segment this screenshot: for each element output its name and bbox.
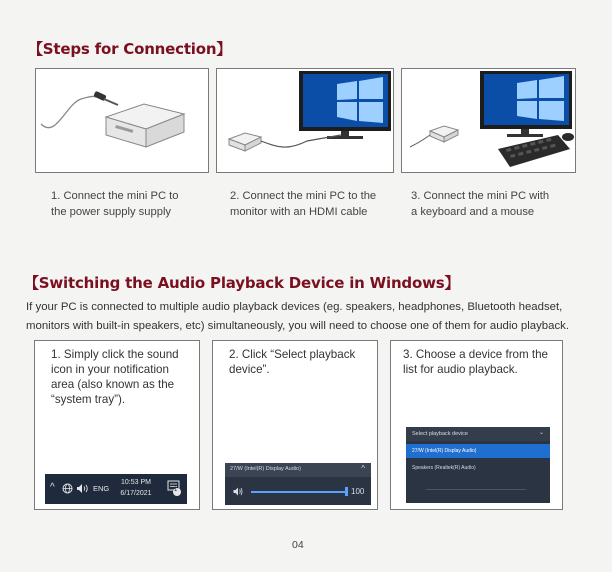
illustration-hdmi xyxy=(216,68,394,173)
audio-step1-text xyxy=(51,347,197,407)
chevron-up-icon: ^ xyxy=(361,464,365,473)
audio-step1-line4: “system tray”). xyxy=(51,393,126,406)
volume-speaker-icon[interactable] xyxy=(233,487,243,496)
playback-device-selector[interactable] xyxy=(225,463,371,477)
monitor-hdmi-illustration xyxy=(217,69,393,172)
step3-caption-line2: a keyboard and a mouse xyxy=(411,206,535,218)
audio-step3-line2: list for audio playback. xyxy=(403,363,518,376)
step1-caption-line1: 1. Connect the mini PC to xyxy=(51,190,179,202)
step2-caption-line2: monitor with an HDMI cable xyxy=(230,206,368,218)
illustration-power xyxy=(35,68,209,173)
chevron-down-icon: ⌄ xyxy=(538,430,544,436)
device-list-header-label: Select playback device xyxy=(412,431,468,437)
volume-slider-fill xyxy=(251,491,347,493)
step3-caption-line1: 3. Connect the mini PC with xyxy=(411,190,550,202)
audio-step3-line1: 3. Choose a device from the xyxy=(403,348,549,361)
audio-step2-line2: device”. xyxy=(229,363,270,376)
device-list-header[interactable] xyxy=(406,427,550,441)
clock-date: 6/17/2021 xyxy=(120,490,152,497)
device-option[interactable] xyxy=(406,461,550,475)
device-option-label: 27/W (Intel(R) Display Audio) xyxy=(412,448,477,454)
device-option-selected[interactable] xyxy=(406,444,550,458)
volume-slider-track[interactable] xyxy=(251,491,347,492)
audio-step3-text xyxy=(403,347,561,377)
audio-step1-line1: 1. Simply click the sound xyxy=(51,348,179,361)
current-device-label: 27/W (Intel(R) Display Audio) xyxy=(230,466,301,472)
audio-step2-line1: 2. Click “Select playback xyxy=(229,348,356,361)
clock-time: 10:53 PM xyxy=(121,479,151,486)
intro-paragraph xyxy=(26,298,569,336)
volume-value: 100 xyxy=(351,487,365,496)
audio-step2-box xyxy=(212,340,378,510)
audio-step1-box xyxy=(34,340,200,510)
keyboard-mouse-illustration xyxy=(402,69,575,172)
page-number: 04 xyxy=(292,539,304,551)
notification-count: 1 xyxy=(174,487,178,493)
clock[interactable] xyxy=(119,477,153,499)
intro-line1: If your PC is connected to multiple audio playback devices (eg. speakers, headphones, Bluetooth headset, xyxy=(26,301,563,313)
step2-caption-line1: 2. Connect the mini PC to the xyxy=(230,190,377,202)
device-option-label: Speakers (Realtek(R) Audio) xyxy=(412,465,476,471)
audio-step3-box xyxy=(390,340,563,510)
illustration-keyboard-mouse xyxy=(401,68,576,173)
audio-step1-line3: area (also known as the xyxy=(51,378,175,391)
chevron-up-icon[interactable]: ^ xyxy=(50,482,55,493)
sound-speaker-icon[interactable] xyxy=(76,483,89,494)
section-title-audio: 【Switching the Audio Playback Device in Windows】 xyxy=(24,274,460,292)
volume-flyout xyxy=(225,463,371,505)
taskbar xyxy=(45,474,187,504)
language-indicator[interactable]: ENG xyxy=(93,484,110,493)
device-list-faded-slider xyxy=(426,489,526,490)
step2-caption xyxy=(230,188,376,220)
step1-caption-line2: the power supply supply xyxy=(51,206,172,218)
step1-caption xyxy=(51,188,178,220)
audio-step1-line2: icon in your notification xyxy=(51,363,169,376)
step3-caption xyxy=(411,188,549,220)
volume-slider-thumb[interactable] xyxy=(345,487,348,496)
mini-pc-power-illustration xyxy=(36,69,208,172)
network-globe-icon[interactable] xyxy=(62,483,73,494)
device-list-panel xyxy=(406,427,550,503)
intro-line2: monitors with built-in speakers, etc) simultaneously, you will need to choose one of them for audio playback. xyxy=(26,320,570,332)
section-title-connection: 【Steps for Connection】 xyxy=(28,40,232,58)
audio-step2-text xyxy=(229,347,375,377)
